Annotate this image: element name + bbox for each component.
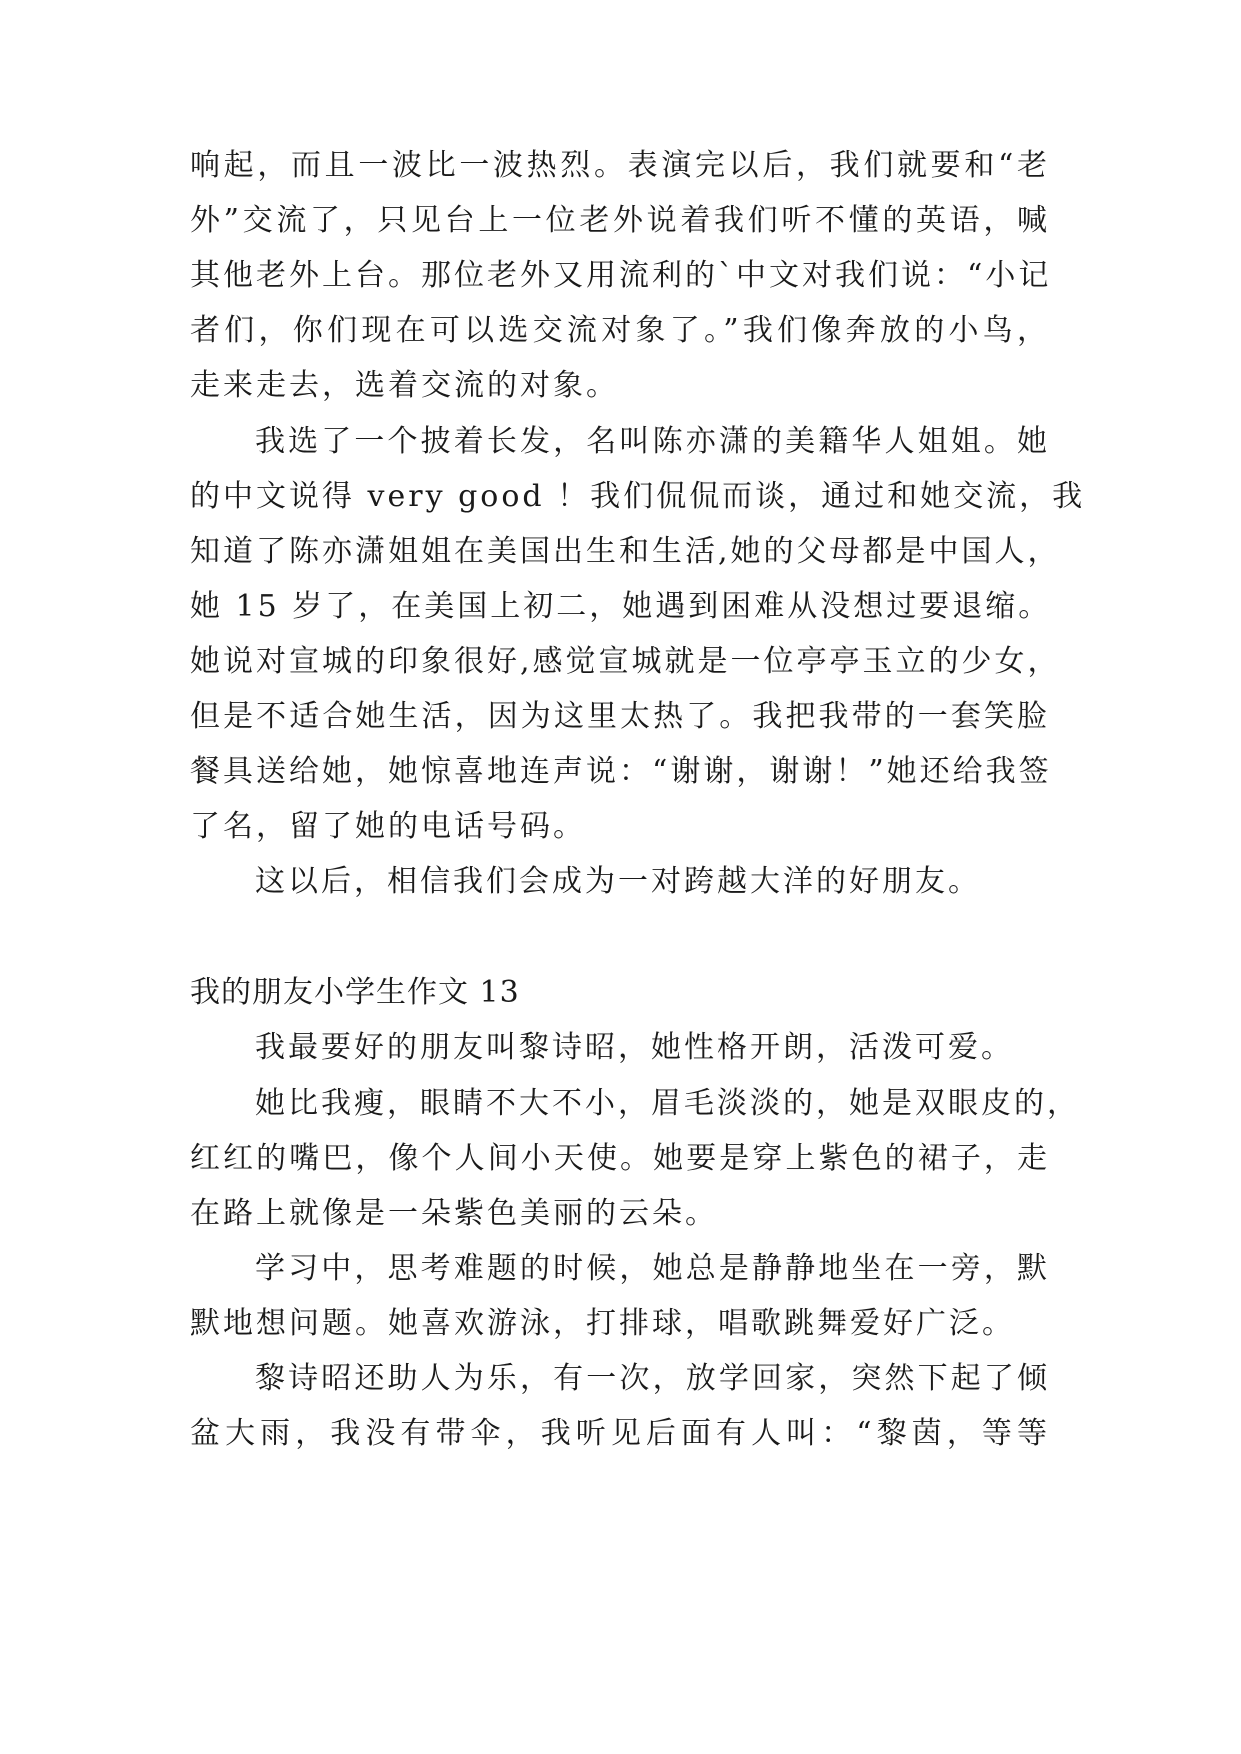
body-text-line: 餐具送给她，她惊喜地连声说：“谢谢，谢谢！”她还给我签 [190,754,1052,789]
body-text-line: 在路上就像是一朵紫色美丽的云朵。 [190,1196,718,1231]
body-text-line: 其他老外上台。那位老外又用流利的`中文对我们说：“小记 [190,258,1052,293]
body-text-line: 者们，你们现在可以选交流对象了。”我们像奔放的小鸟， [190,313,1050,348]
body-text-line: 知道了陈亦潇姐姐在美国出生和生活,她的父母都是中国人， [190,534,1061,569]
body-text-line: 默地想问题。她喜欢游泳，打排球，唱歌跳舞爱好广泛。 [190,1306,1015,1341]
body-text-line: 外”交流了，只见台上一位老外说着我们听不懂的英语，喊 [190,203,1050,238]
paragraph-first-line: 我选了一个披着长发，名叫陈亦潇的美籍华人姐姐。她 [255,424,1050,459]
paragraph-first-line: 这以后，相信我们会成为一对跨越大洋的好朋友。 [255,864,981,899]
section-heading: 我的朋友小学生作文 13 [190,975,520,1010]
body-text-line: 了名，留了她的电话号码。 [190,809,586,844]
body-text-line: 她说对宣城的印象很好,感觉宣城就是一位亭亭玉立的少女， [190,644,1061,679]
body-text-line: 盆大雨，我没有带伞，我听见后面有人叫：“黎茵，等等 [190,1416,1050,1451]
body-text-line: 的中文说得 very good ！我们侃侃而谈，通过和她交流，我 [190,479,1086,514]
body-text-line: 响起，而且一波比一波热烈。表演完以后，我们就要和“老 [190,148,1050,183]
body-text-line: 走来走去，选着交流的对象。 [190,368,619,403]
paragraph-first-line: 她比我瘦，眼睛不大不小，眉毛淡淡的，她是双眼皮的， [255,1086,1080,1121]
body-text-line: 红红的嘴巴，像个人间小天使。她要是穿上紫色的裙子，走 [190,1141,1050,1176]
body-text-line: 但是不适合她生活，因为这里太热了。我把我带的一套笑脸 [190,699,1050,734]
body-text-line: 她 15 岁了，在美国上初二，她遇到困难从没想过要退缩。 [190,589,1052,624]
paragraph-first-line: 我最要好的朋友叫黎诗昭，她性格开朗，活泼可爱。 [255,1030,1014,1065]
paragraph-first-line: 学习中，思考难题的时候，她总是静静地坐在一旁，默 [255,1251,1050,1286]
paragraph-first-line: 黎诗昭还助人为乐，有一次，放学回家，突然下起了倾 [255,1361,1050,1396]
